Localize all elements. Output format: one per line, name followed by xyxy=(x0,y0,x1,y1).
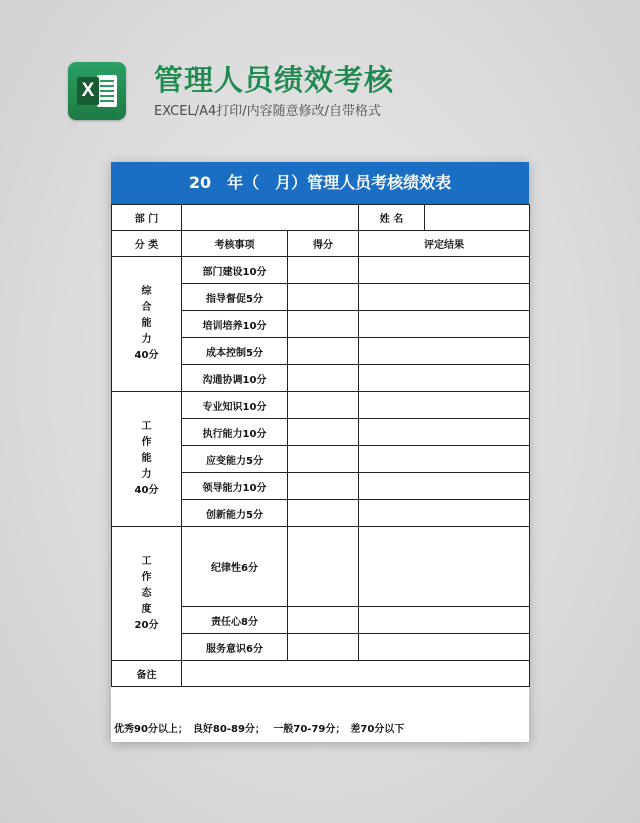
result-cell[interactable] xyxy=(359,392,530,419)
result-cell[interactable] xyxy=(359,365,530,392)
item-label: 责任心8分 xyxy=(182,607,288,634)
item-label: 应变能力5分 xyxy=(182,446,288,473)
item-label: 部门建设10分 xyxy=(182,257,288,284)
column-header-item: 考核事项 xyxy=(182,231,288,257)
score-cell[interactable] xyxy=(288,419,359,446)
result-cell[interactable] xyxy=(359,634,530,661)
score-cell[interactable] xyxy=(288,311,359,338)
score-cell[interactable] xyxy=(288,500,359,527)
excel-x-badge: X xyxy=(77,77,99,105)
score-cell[interactable] xyxy=(288,365,359,392)
excel-icon xyxy=(68,62,126,120)
item-label: 培训培养10分 xyxy=(182,311,288,338)
result-cell[interactable] xyxy=(359,446,530,473)
result-cell[interactable] xyxy=(359,257,530,284)
result-cell[interactable] xyxy=(359,284,530,311)
page-subtitle: EXCEL/A4打印/内容随意修改/自带格式 xyxy=(154,104,382,119)
page-title: 管理人员绩效考核 xyxy=(154,63,395,97)
result-cell[interactable] xyxy=(359,338,530,365)
result-cell[interactable] xyxy=(359,527,530,607)
result-cell[interactable] xyxy=(359,607,530,634)
form-title: 20 年（ 月）管理人员考核绩效表 xyxy=(111,162,529,204)
item-label: 沟通协调10分 xyxy=(182,365,288,392)
table-header-row xyxy=(112,231,530,257)
result-cell[interactable] xyxy=(359,473,530,500)
name-field[interactable] xyxy=(425,205,530,231)
score-cell[interactable] xyxy=(288,634,359,661)
column-header-result: 评定结果 xyxy=(359,231,530,257)
grading-scale-note: 优秀90分以上； 良好80-89分； 一般70-79分； 差70分以下 xyxy=(114,724,405,735)
score-cell[interactable] xyxy=(288,473,359,500)
evaluation-table xyxy=(111,204,530,687)
table-row xyxy=(112,392,530,419)
category-composite-ability: 综 合 能 力 40分 xyxy=(112,257,182,392)
item-label: 专业知识10分 xyxy=(182,392,288,419)
column-header-score: 得分 xyxy=(288,231,359,257)
score-cell[interactable] xyxy=(288,527,359,607)
item-label: 创新能力5分 xyxy=(182,500,288,527)
column-header-category: 分 类 xyxy=(112,231,182,257)
dept-field[interactable] xyxy=(182,205,359,231)
document-preview xyxy=(111,162,529,742)
score-cell[interactable] xyxy=(288,607,359,634)
result-cell[interactable] xyxy=(359,419,530,446)
table-row-info xyxy=(112,205,530,231)
item-label: 成本控制5分 xyxy=(182,338,288,365)
score-cell[interactable] xyxy=(288,338,359,365)
category-work-ability: 工 作 能 力 40分 xyxy=(112,392,182,527)
remarks-field[interactable] xyxy=(182,661,530,687)
item-label: 服务意识6分 xyxy=(182,634,288,661)
name-label: 姓 名 xyxy=(359,205,425,231)
table-row xyxy=(112,257,530,284)
result-cell[interactable] xyxy=(359,311,530,338)
item-label: 纪律性6分 xyxy=(182,527,288,607)
dept-label: 部 门 xyxy=(112,205,182,231)
table-row xyxy=(112,527,530,607)
category-work-attitude: 工 作 态 度 20分 xyxy=(112,527,182,661)
result-cell[interactable] xyxy=(359,500,530,527)
sheet-icon xyxy=(97,75,117,107)
item-label: 执行能力10分 xyxy=(182,419,288,446)
score-cell[interactable] xyxy=(288,284,359,311)
remarks-label: 备注 xyxy=(112,661,182,687)
item-label: 指导督促5分 xyxy=(182,284,288,311)
score-cell[interactable] xyxy=(288,392,359,419)
score-cell[interactable] xyxy=(288,446,359,473)
score-cell[interactable] xyxy=(288,257,359,284)
item-label: 领导能力10分 xyxy=(182,473,288,500)
table-row-remarks xyxy=(112,661,530,687)
